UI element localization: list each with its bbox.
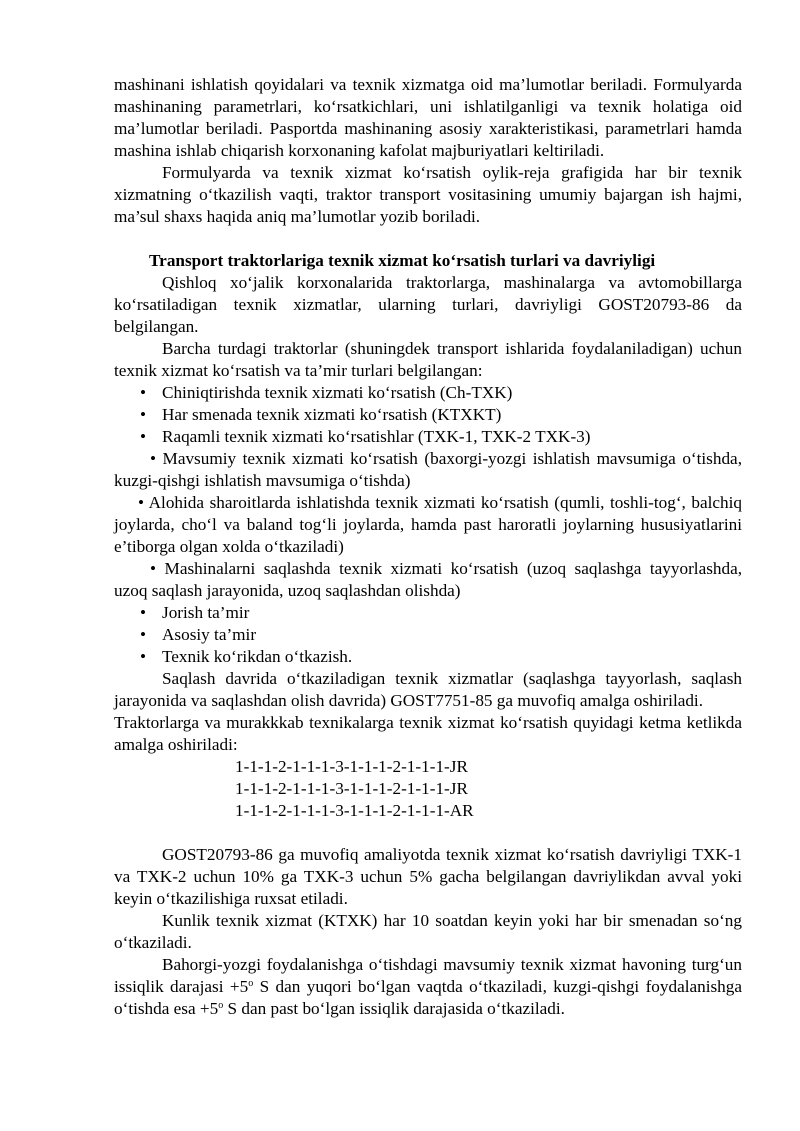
section-heading: Transport traktorlariga texnik xizmat ko‘rsatish turlari va davriyligi <box>149 251 656 270</box>
bullet-icon: • <box>140 427 147 446</box>
degree-superscript: o <box>218 1000 224 1011</box>
bullet-icon: • <box>140 383 147 402</box>
list-item-text: Raqamli texnik xizmati ko‘rsatishlar (TXK-1, TXK-2 TXK-3) <box>162 427 591 446</box>
paragraph-sequence-intro: Traktorlarga va murakkkab texnikalarga texnik xizmat ko‘rsatish quyidagi ketma ketlikda amalga oshiriladi: <box>114 713 742 754</box>
paragraph-periodicity: GOST20793-86 ga muvofiq amaliyotda texnik xizmat ko‘rsatish davriyligi TXK-1 va TXK-2 uchun 10% ga TXK-3 uchun 5% gacha belgilangan davriylikdan avval yoki keyin o‘tkazilishiga ruxsat etiladi. <box>114 845 742 908</box>
bullet-icon: • <box>140 647 147 666</box>
paragraph-daily-service: Kunlik texnik xizmat (KTXK) har 10 soatdan keyin yoki har bir smenadan so‘ng o‘tkaziladi. <box>114 911 742 952</box>
service-types-list <box>114 382 742 668</box>
list-item-text: Har smenada texnik xizmati ko‘rsatish (KTXKT) <box>162 405 502 424</box>
list-item-text: Jorish ta’mir <box>162 603 250 622</box>
bullet-icon: • <box>140 625 147 644</box>
bullet-icon: • <box>140 603 147 622</box>
list-item <box>114 602 742 624</box>
sequence-line: 1-1-1-2-1-1-1-3-1-1-1-2-1-1-1-JR <box>235 779 468 798</box>
document-page <box>114 74 742 1020</box>
list-item <box>114 382 742 404</box>
paragraph-storage: Saqlash davrida o‘tkaziladigan texnik xizmatlar (saqlashga tayyorlash, saqlash jarayonida va saqlashdan olish davrida) GOST7751-85 ga muvofiq amalga oshiriladi. <box>114 669 742 710</box>
list-item-text: Texnik ko‘rikdan o‘tkazish. <box>162 647 353 666</box>
list-item-text: Mashinalarni saqlashda texnik xizmati ko‘rsatish (uzoq saqlashga tayyorlashda, uzoq saqlash jarayonida, uzoq saqlashdan olishda) <box>114 559 742 600</box>
list-item <box>114 448 742 492</box>
spacer <box>114 822 742 844</box>
text-run: S dan past bo‘lgan issiqlik darajasida o‘tkaziladi. <box>223 999 565 1018</box>
text-run: S dan yuqori bo‘lgan vaqtda o‘tkaziladi, kuzgi-qishgi foydalanishga o‘tishda esa +5 <box>114 977 742 1018</box>
list-item <box>114 624 742 646</box>
spacer <box>114 228 742 250</box>
list-item <box>114 558 742 602</box>
paragraph-seasonal-service <box>114 954 742 1020</box>
list-item-text: Chiniqtirishda texnik xizmati ko‘rsatish (Ch-TXK) <box>162 383 513 402</box>
list-item <box>114 404 742 426</box>
list-item-text: Asosiy ta’mir <box>162 625 257 644</box>
list-item <box>114 492 742 558</box>
paragraph-types-intro: Barcha turdagi traktorlar (shuningdek transport ishlarida foydalaniladigan) uchun texnik xizmat ko‘rsatish va ta’mir turlari belgilangan: <box>114 339 742 380</box>
bullet-icon: • <box>140 405 147 424</box>
sequence-line: 1-1-1-2-1-1-1-3-1-1-1-2-1-1-1-JR <box>235 757 468 776</box>
list-item-text: Alohida sharoitlarda ishlatishda texnik xizmati ko‘rsatish (qumli, toshli-tog‘, balchiq joylarda, cho‘l va baland tog‘li joylarda, hamda past haroratli joylarning hususiyatlarini e’tiborga olgan xolda o‘tkaziladi) <box>114 493 742 556</box>
paragraph-intro: mashinani ishlatish qoyidalari va texnik xizmatga oid ma’lumotlar beriladi. Formulyarda mashinaning parametrlari, ko‘rsatkichlari, uni ishlatilganligi va texnik holatiga oid ma’lumotlar beriladi. Pasportda mashinaning asosiy xarakteristikasi, parametrlari hamda mashina ishlab chiqarish korxonaning kafolat majburiyatlari keltiriladi. <box>114 75 742 160</box>
list-item-text: Mavsumiy texnik xizmati ko‘rsatish (baxorgi-yozgi ishlatish mavsumiga o‘tishda, kuzgi-qishgi ishlatish mavsumiga o‘tishda) <box>114 449 742 490</box>
bullet-icon: • <box>150 559 157 578</box>
text-run: Bahorgi-yozgi foydalanishga o‘tishdagi mavsumiy texnik xizmat havoning turg‘un issiqlik darajasi +5 <box>114 955 742 996</box>
paragraph-gost: Qishloq xo‘jalik korxonalarida traktorlarga, mashinalarga va avtomobillarga ko‘rsatiladigan texnik xizmatlar, ularning turlari, davriyligi GOST20793-86 da belgilangan. <box>114 273 742 336</box>
degree-superscript: o <box>248 978 254 989</box>
bullet-icon: • <box>150 449 157 468</box>
list-item <box>114 646 742 668</box>
list-item <box>114 426 742 448</box>
bullet-icon: • <box>138 493 145 512</box>
paragraph-formulyar: Formulyarda va texnik xizmat ko‘rsatish oylik-reja grafigida har bir texnik xizmatning o‘tkazilish vaqti, traktor transport vositasining umumiy bajargan ish hajmi, ma’sul shaxs haqida aniq ma’lumotlar yozib boriladi. <box>114 163 742 226</box>
sequence-line: 1-1-1-2-1-1-1-3-1-1-1-2-1-1-1-AR <box>235 801 474 820</box>
